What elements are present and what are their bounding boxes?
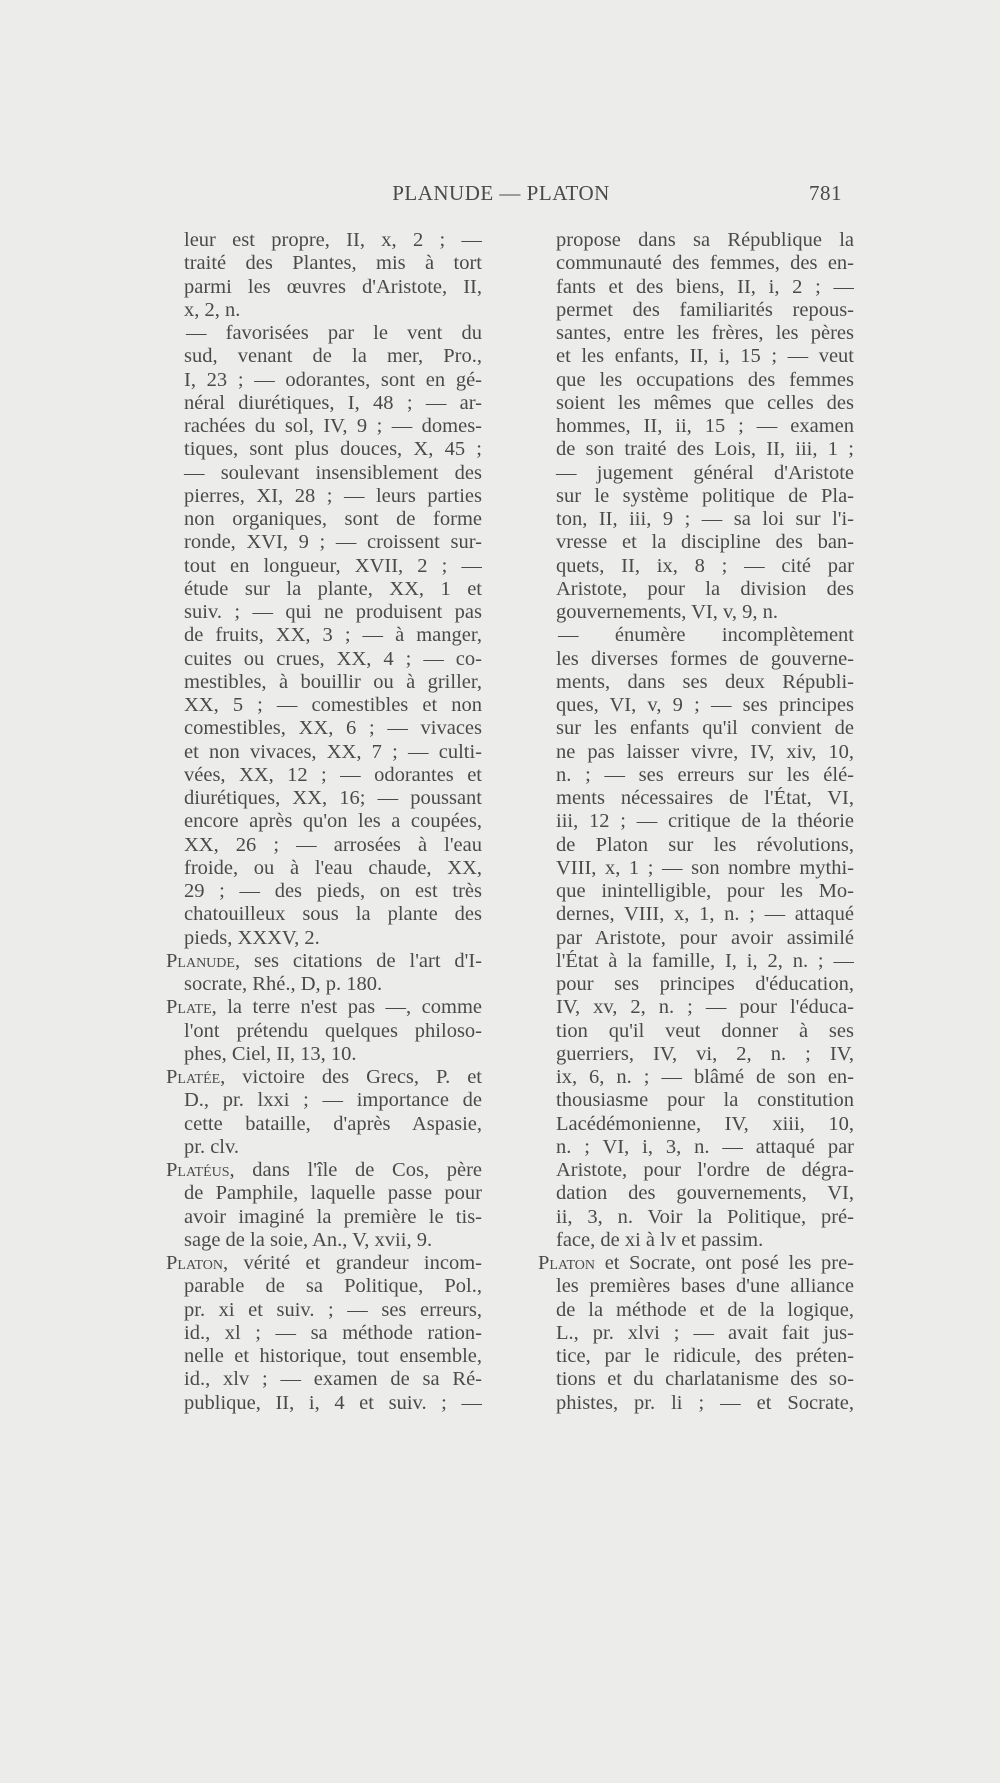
index-line: dernes, VIII, x, 1, n. ; — attaqué: [556, 903, 854, 926]
index-line: ronde, XVI, 9 ; — croissent sur-: [184, 531, 482, 554]
index-line: ton, II, iii, 9 ; — sa loi sur l'i-: [556, 508, 854, 530]
index-line: gouvernements, VI, v, 9, n.: [556, 601, 779, 623]
index-line: de Pamphile, laquelle passe pour: [184, 1182, 482, 1205]
left-column: [166, 229, 482, 1415]
index-line: rachées du sol, IV, 9 ; — domes-: [184, 415, 482, 437]
index-line: permet des familiarités repous-: [556, 298, 854, 321]
index-line: de fruits, XX, 3 ; — à manger,: [184, 624, 482, 647]
index-line: 29 ; — des pieds, on est très: [184, 880, 482, 902]
index-line: — jugement général d'Aristote: [556, 461, 854, 484]
index-line: vées, XX, 12 ; — odorantes et: [184, 763, 482, 786]
index-line: pour ses principes d'éducation,: [556, 973, 854, 995]
index-line: les premières bases d'une alliance: [556, 1275, 854, 1298]
index-line: quets, II, ix, 8 ; — cité par: [556, 554, 854, 577]
index-line: par Aristote, pour avoir assimilé: [556, 926, 854, 949]
index-line: parable de sa Politique, Pol.,: [184, 1275, 482, 1298]
page-header: [160, 181, 842, 211]
index-line: l'État à la famille, I, i, 2, n. ; —: [556, 949, 854, 972]
index-line: vresse et la discipline des ban-: [556, 531, 854, 554]
index-line: D., pr. lxxi ; — importance de: [184, 1089, 482, 1112]
index-line: nelle et historique, tout ensemble,: [184, 1345, 482, 1367]
index-line: sur le système politique de Pla-: [556, 484, 854, 507]
index-headword: Plate: [166, 996, 212, 1019]
index-line: ments, dans ses deux Républi-: [556, 670, 854, 693]
index-headword: Planude: [166, 949, 235, 972]
index-line: cette bataille, d'après Aspasie,: [184, 1112, 482, 1135]
index-line: chatouilleux sous la plante des: [184, 903, 482, 926]
index-line: n. ; VI, i, 3, n. — attaqué par: [556, 1135, 854, 1158]
index-line: les diverses formes de gouverne-: [556, 647, 854, 670]
index-line: — énumère incomplètement: [558, 624, 854, 647]
index-line: sud, venant de la mer, Pro.,: [184, 345, 482, 368]
index-line: I, 23 ; — odorantes, sont en gé-: [184, 368, 482, 391]
index-line: que les occupations des femmes: [556, 368, 854, 391]
index-entry-head-line: Platéus, dans l'île de Cos, père: [166, 1159, 482, 1181]
index-line: Lacédémonienne, IV, xiii, 10,: [556, 1112, 854, 1135]
index-line: de Platon sur les révolutions,: [556, 833, 854, 856]
index-line: dation des gouvernements, VI,: [556, 1182, 854, 1205]
index-line: mestibles, à bouillir ou à griller,: [184, 670, 482, 693]
page-number: 781: [809, 181, 842, 205]
index-line: ques, VI, v, 9 ; — ses principes: [556, 694, 854, 716]
index-line: l'ont prétendu quelques philoso-: [184, 1019, 482, 1042]
index-entry-head-line: Plate, la terre n'est pas —, comme: [166, 996, 482, 1019]
index-line: x, 2, n.: [184, 298, 241, 321]
index-headword: Platon: [166, 1252, 224, 1274]
index-line: guerriers, IV, vi, 2, n. ; IV,: [556, 1042, 854, 1065]
index-line: parmi les œuvres d'Aristote, II,: [184, 275, 482, 298]
index-line: et non vivaces, XX, 7 ; — culti-: [184, 740, 482, 763]
index-line: tions et du charlatanisme des so-: [556, 1368, 854, 1391]
index-line: tiques, sont plus douces, X, 45 ;: [184, 438, 482, 461]
index-line: soient les mêmes que celles des: [556, 391, 854, 414]
index-line: néral diurétiques, I, 48 ; — ar-: [184, 391, 482, 414]
index-line: pr. xi et suiv. ; — ses erreurs,: [184, 1298, 482, 1321]
index-line: publique, II, i, 4 et suiv. ; —: [184, 1391, 482, 1414]
index-line: comestibles, XX, 6 ; — vivaces: [184, 717, 482, 740]
index-line: IV, xv, 2, n. ; — pour l'éduca-: [556, 996, 854, 1019]
index-line: phes, Ciel, II, 13, 10.: [184, 1042, 357, 1065]
index-line: de son traité des Lois, II, iii, 1 ;: [556, 438, 854, 461]
running-title: PLANUDE — PLATON: [392, 181, 610, 205]
index-line: communauté des femmes, des en-: [556, 252, 854, 275]
index-line: socrate, Rhé., D, p. 180.: [184, 973, 383, 995]
index-line: Aristote, pour l'ordre de dégra-: [556, 1159, 854, 1181]
index-line: étude sur la plante, XX, 1 et: [184, 577, 482, 600]
index-entry-head-line: Platon et Socrate, ont posé les pre-: [538, 1252, 854, 1274]
index-line: cuites ou crues, XX, 4 ; — co-: [184, 647, 482, 670]
index-line: encore après qu'on les a coupées,: [184, 810, 482, 833]
index-line: de la méthode et de la logique,: [556, 1298, 854, 1321]
index-line: ne pas laisser vivre, IV, xiv, 10,: [556, 740, 854, 763]
index-line: que inintelligible, pour les Mo-: [556, 880, 854, 902]
index-line: pierres, XI, 28 ; — leurs parties: [184, 484, 482, 507]
index-line: traité des Plantes, mis à tort: [184, 252, 482, 275]
index-line: avoir imaginé la première le tis-: [184, 1205, 482, 1228]
index-line: diurétiques, XX, 16; — poussant: [184, 787, 482, 809]
index-line: VIII, x, 1 ; — son nombre mythi-: [556, 856, 854, 879]
index-line: — soulevant insensiblement des: [184, 461, 482, 484]
index-line: sage de la soie, An., V, xvii, 9.: [184, 1228, 433, 1251]
right-column: [538, 229, 854, 1415]
index-line: tice, par le ridicule, des préten-: [556, 1345, 854, 1367]
index-line: ments nécessaires de l'État, VI,: [556, 787, 854, 809]
index-line: thousiasme pour la constitution: [556, 1089, 854, 1112]
index-line: id., xlv ; — examen de sa Ré-: [184, 1368, 482, 1391]
index-line: XX, 5 ; — comestibles et non: [184, 694, 482, 716]
index-line: et les enfants, II, i, 15 ; — veut: [556, 345, 854, 368]
index-line: pieds, XXXV, 2.: [184, 926, 320, 949]
index-line: — favorisées par le vent du: [186, 322, 482, 344]
index-line: pr. clv.: [184, 1135, 240, 1158]
index-line: n. ; — ses erreurs sur les élé-: [556, 763, 854, 786]
index-line: fants et des biens, II, i, 2 ; —: [556, 275, 854, 298]
index-line: Aristote, pour la division des: [556, 577, 854, 600]
index-line: tout en longueur, XVII, 2 ; —: [184, 554, 482, 577]
index-entry-head-line: Planude, ses citations de l'art d'I-: [166, 949, 482, 972]
index-headword: Platéus: [166, 1159, 230, 1181]
index-line: sur les enfants qu'il convient de: [556, 717, 854, 740]
index-line: iii, 12 ; — critique de la théorie: [556, 810, 854, 833]
index-line: face, de xi à lv et passim.: [556, 1228, 764, 1251]
index-entry-head-line: Platon, vérité et grandeur incom-: [166, 1252, 482, 1274]
index-line: ix, 6, n. ; — blâmé de son en-: [556, 1066, 854, 1088]
index-line: suiv. ; — qui ne produisent pas: [184, 601, 482, 623]
index-line: leur est propre, II, x, 2 ; —: [184, 229, 482, 251]
index-line: hommes, II, ii, 15 ; — examen: [556, 415, 854, 437]
index-line: id., xl ; — sa méthode ration-: [184, 1321, 482, 1344]
index-headword: Platon: [538, 1252, 596, 1274]
index-entry-head-line: Platée, victoire des Grecs, P. et: [166, 1066, 482, 1088]
index-line: tion qu'il veut donner à ses: [556, 1019, 854, 1042]
index-headword: Platée: [166, 1066, 221, 1088]
index-line: non organiques, sont de forme: [184, 508, 482, 530]
index-line: L., pr. xlvi ; — avait fait jus-: [556, 1321, 854, 1344]
index-line: froide, ou à l'eau chaude, XX,: [184, 856, 482, 879]
index-line: XX, 26 ; — arrosées à l'eau: [184, 833, 482, 856]
index-line: santes, entre les frères, les pères: [556, 322, 854, 344]
index-line: ii, 3, n. Voir la Politique, pré-: [556, 1205, 854, 1228]
index-line: propose dans sa République la: [556, 229, 854, 251]
index-line: phistes, pr. li ; — et Socrate,: [556, 1391, 854, 1414]
